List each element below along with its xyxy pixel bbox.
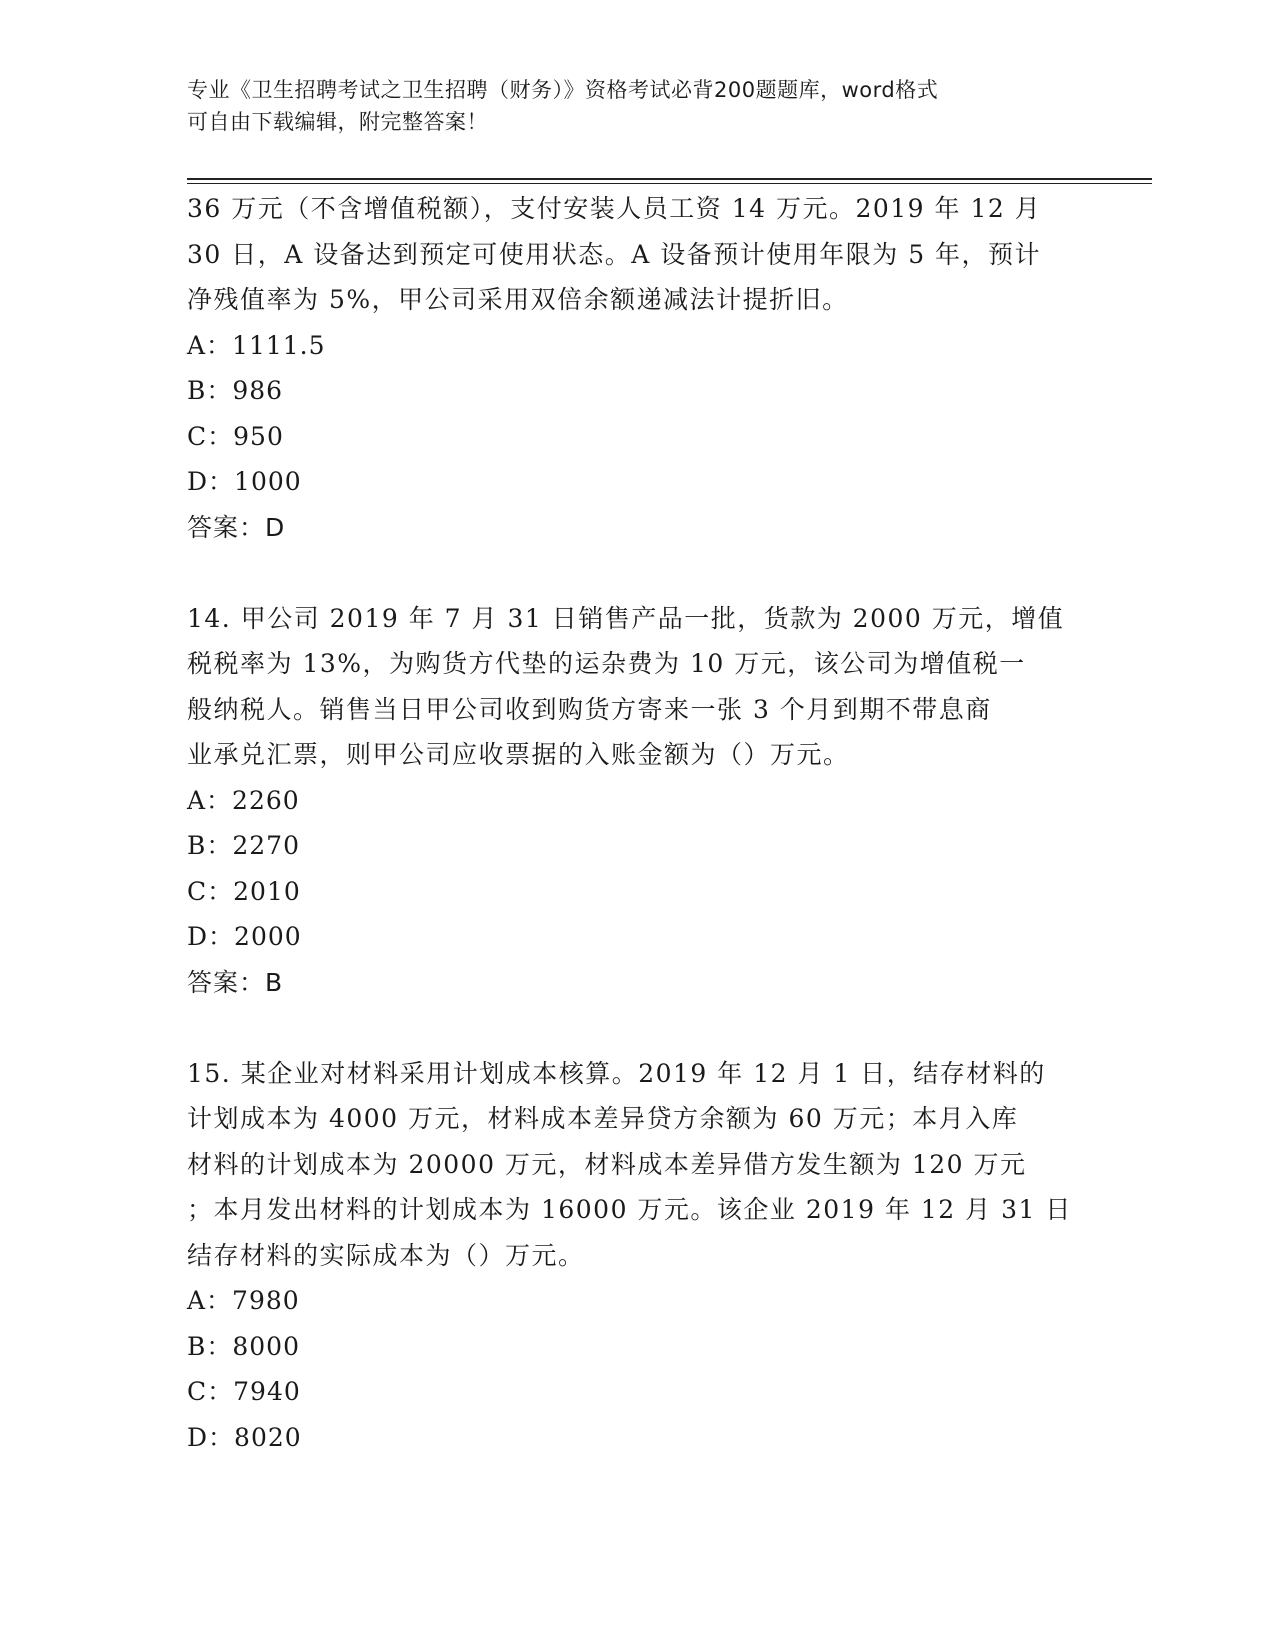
option-d: D：2000: [187, 922, 302, 951]
question-text-line: 30 日，A 设备达到预定可使用状态。A 设备预计使用年限为 5 年，预计: [187, 239, 1042, 269]
question-13: [187, 186, 1087, 550]
answer: 答案：D: [187, 512, 286, 542]
question-text-line: 业承兑汇票，则甲公司应收票据的入账金额为（）万元。: [187, 740, 850, 769]
header-rule-thin: [187, 183, 1152, 184]
question-text-line: 结存材料的实际成本为（）万元。: [187, 1240, 585, 1270]
question-text-line: 般纳税人。销售当日甲公司收到购货方寄来一张 3 个月到期不带息商: [187, 694, 992, 724]
question-text-line: 14. 甲公司 2019 年 7 月 31 日销售产品一批，货款为 2000 万元，增值: [187, 603, 1065, 633]
question-text-line: ；本月发出材料的计划成本为 16000 万元。该企业 2019 年 12 月 31 日: [187, 1195, 1072, 1224]
option-a: A：1111.5: [187, 330, 326, 360]
option-c: C：7940: [187, 1377, 301, 1406]
header-line-1: 专业《卫生招聘考试之卫生招聘（财务）》资格考试必背200题题库，word格式: [187, 78, 939, 102]
option-a: A：2260: [187, 785, 300, 815]
option-d: D：8020: [187, 1422, 302, 1452]
question-text-line: 净残值率为 5%，甲公司采用双倍余额递减法计提折旧。: [187, 285, 849, 314]
question-text-line: 36 万元（不含增值税额），支付安装人员工资 14 万元。2019 年 12 月: [187, 194, 1042, 223]
option-c: C：2010: [187, 876, 301, 906]
option-b: B：2270: [187, 831, 300, 860]
header-rule-thick: [187, 178, 1152, 180]
option-c: C：950: [187, 421, 284, 451]
option-a: A：7980: [187, 1286, 300, 1315]
document-header: [187, 74, 1067, 138]
option-d: D：1000: [187, 467, 302, 496]
option-b: B：8000: [187, 1331, 300, 1361]
spacer: [187, 550, 1087, 596]
question-text-line: 15. 某企业对材料采用计划成本核算。2019 年 12 月 1 日，结存材料的: [187, 1058, 1046, 1088]
question-14: [187, 596, 1087, 1006]
option-b: B：986: [187, 376, 284, 405]
spacer: [187, 1005, 1087, 1051]
question-15: [187, 1051, 1087, 1461]
question-text-line: 材料的计划成本为 20000 万元，材料成本差异借方发生额为 120 万元: [187, 1149, 1027, 1179]
question-content: [187, 186, 1087, 1460]
question-text-line: 计划成本为 4000 万元，材料成本差异贷方余额为 60 万元；本月入库: [187, 1104, 1019, 1133]
header-line-2: 可自由下载编辑，附完整答案！: [187, 110, 488, 134]
answer: 答案：B: [187, 967, 284, 997]
question-text-line: 税税率为 13%，为购货方代垫的运杂费为 10 万元，该公司为增值税一: [187, 649, 1026, 678]
